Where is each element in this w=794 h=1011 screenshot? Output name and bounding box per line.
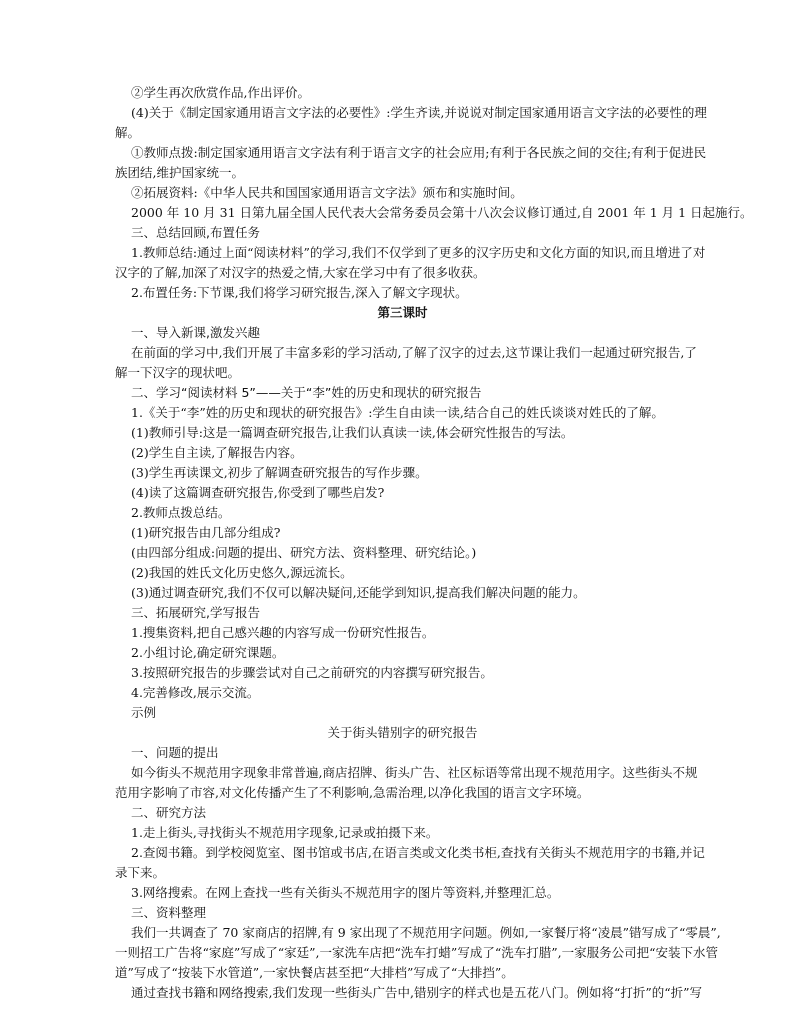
text-line: 录下来。	[115, 865, 166, 880]
text-line: (2)学生自主读,了解报告内容。	[131, 445, 303, 460]
text-line: (2)我国的姓氏文化历史悠久,源远流长。	[131, 565, 353, 580]
text-line: ②学生再次欣赏作品,作出评价。	[131, 85, 310, 100]
section-heading: 二、学习“阅读材料 5”——关于“李”姓的历史和现状的研究报告	[131, 385, 482, 400]
section-heading: 三、总结回顾,布置任务	[131, 225, 260, 240]
text-line: 3.按照研究报告的步骤尝试对自己之前研究的内容撰写研究报告。	[131, 665, 493, 680]
text-line: 1.教师总结:通过上面“阅读材料”的学习,我们不仅学到了更多的汉字历史和文化方面的知识,而且增进了对	[131, 245, 706, 260]
text-line: (1)研究报告由几部分组成?	[131, 525, 281, 540]
text-line: 通过查找书籍和网络搜索,我们发现一些街头广告中,错别字的样式也是五花八门。例如将“打折”的“折”写	[131, 985, 703, 1000]
text-line: 2.小组讨论,确定研究课题。	[131, 645, 285, 660]
section-heading: 一、导入新课,激发兴趣	[131, 325, 260, 340]
text-line: ①教师点拨:制定国家通用语言文字法有利于语言文字的社会应用;有利于各民族之间的交往;有利于促进民	[131, 145, 707, 160]
text-line: 2.布置任务:下节课,我们将学习研究报告,深入了解文字现状。	[131, 285, 468, 300]
text-line: 1.搜集资料,把自己感兴趣的内容写成一份研究性报告。	[131, 625, 435, 640]
text-line: (由四部分组成:问题的提出、研究方法、资料整理、研究结论。)	[131, 545, 477, 560]
text-line: (3)学生再读课文,初步了解调查研究报告的写作步骤。	[131, 465, 428, 480]
text-line: 道”写成了“按装下水管道”,一家快餐店甚至把“大排档”写成了“大排挡”。	[115, 965, 514, 980]
text-line: 2.查阅书籍。到学校阅览室、图书馆或书店,在语言类或文化类书柜,查找有关街头不规范用字的书籍,并记	[131, 845, 705, 860]
text-line: 一则招工广告将“家庭”写成了“家廷”,一家洗车店把“洗车打蜡”写成了“洗车打腊”,一家服务公司把“安装下水管	[115, 945, 718, 960]
text-line: (1)教师引导:这是一篇调查研究报告,让我们认真读一读,体会研究性报告的写法。	[131, 425, 574, 440]
section-heading: 三、资料整理	[131, 905, 207, 920]
text-line: 族团结,维护国家统一。	[115, 165, 244, 180]
lesson-title: 第三课时	[377, 305, 428, 320]
section-heading: 三、拓展研究,学写报告	[131, 605, 260, 620]
text-line: 1.《关于“李”姓的历史和现状的研究报告》:学生自由读一读,结合自己的姓氏谈谈对姓氏的了解。	[131, 405, 664, 420]
text-line: 示例	[131, 705, 157, 720]
text-line: 2000 年 10 月 31 日第九届全国人民代表大会常务委员会第十八次会议修订通过,自 2001 年 1 月 1 日起施行。	[131, 205, 753, 220]
section-heading: 二、研究方法	[131, 805, 207, 820]
text-line: 我们一共调查了 70 家商店的招牌,有 9 家出现了不规范用字问题。例如,一家餐厅将“凌晨”错写成了“零晨”,	[131, 925, 721, 940]
text-line: 范用字影响了市容,对文化传播产生了不利影响,急需治理,以净化我国的语言文字环境。	[115, 785, 590, 800]
text-line: 1.走上街头,寻找街头不规范用字现象,记录或拍摄下来。	[131, 825, 439, 840]
text-line: 3.网络搜索。在网上查找一些有关街头不规范用字的图片等资料,并整理汇总。	[131, 885, 560, 900]
text-line: 如今街头不规范用字现象非常普遍,商店招牌、街头广告、社区标语等常出现不规范用字。这些街头不规	[131, 765, 698, 780]
text-line: 2.教师点拨总结。	[131, 505, 231, 520]
text-line: 4.完善修改,展示交流。	[131, 685, 260, 700]
report-title: 关于街头错别字的研究报告	[327, 725, 478, 740]
text-line: (4)读了这篇调查研究报告,你受到了哪些启发?	[131, 485, 385, 500]
text-line: 在前面的学习中,我们开展了丰富多彩的学习活动,了解了汉字的过去,这节课让我们一起通过研究报告,了	[131, 345, 697, 360]
text-line: (4)关于《制定国家通用语言文字法的必要性》:学生齐读,并说说对制定国家通用语言文字法的必要性的理	[131, 105, 707, 120]
text-line: 汉字的了解,加深了对汉字的热爱之情,大家在学习中有了很多收获。	[115, 265, 486, 280]
text-line: 解。	[115, 125, 141, 140]
text-line: 解一下汉字的现状吧。	[115, 365, 241, 380]
text-line: (3)通过调查研究,我们不仅可以解决疑问,还能学到知识,提高我们解决问题的能力。	[131, 585, 586, 600]
text-line: ②拓展资料:《中华人民共和国国家通用语言文字法》颁布和实施时间。	[131, 185, 523, 200]
section-heading: 一、问题的提出	[131, 745, 219, 760]
